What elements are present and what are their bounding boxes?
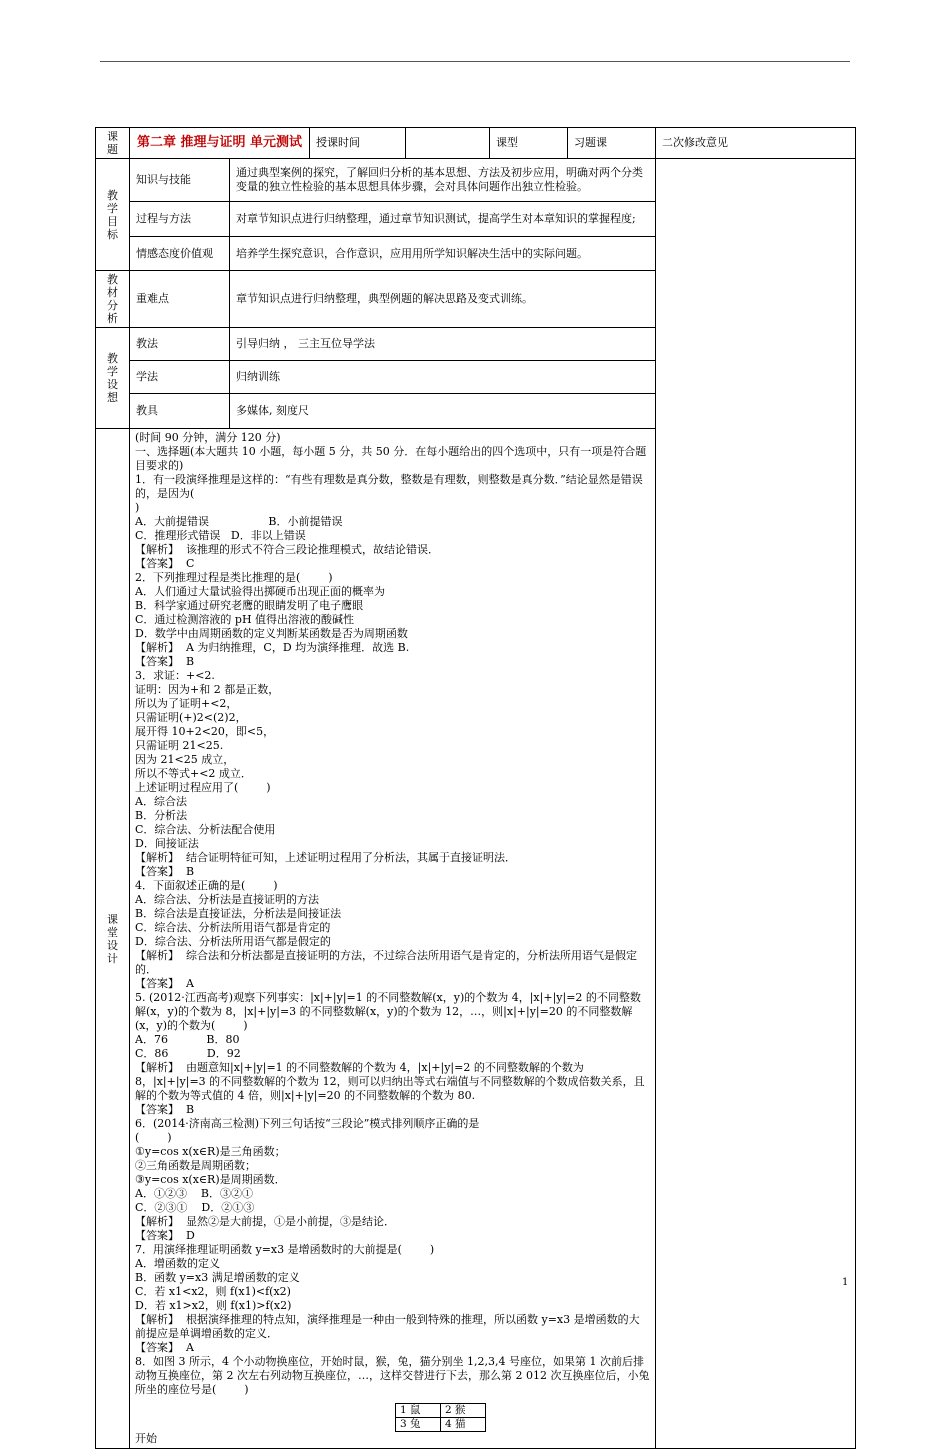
content-line: 【答案】 C xyxy=(135,557,195,570)
content-line: 3．求证：+<2. xyxy=(135,669,215,682)
time-value xyxy=(406,128,490,159)
seat-table xyxy=(395,1403,486,1432)
time-label: 授课时间 xyxy=(310,128,406,159)
key-text: 章节知识点进行归纳整理，典型例题的解决思路及变式训练。 xyxy=(230,271,656,328)
content-line: A．综合法、分析法是直接证明的方法 xyxy=(135,893,319,906)
content-line: 8．如图 3 所示，4 个小动物换座位，开始时鼠，猴，兔，猫分别坐 1,2,3,4 号座位，如果第 1 次前后排动物互换座位，第 2 次左右列动物互换座位，…，这样交替进行下去，那么第 2 012 次互换座位后，小兔所坐的座位号是( ) xyxy=(135,1355,650,1396)
content-line: ) xyxy=(135,501,140,514)
method-label: 教法 xyxy=(130,328,230,361)
method-text: 引导归纳 ， 三主互位导学法 xyxy=(230,328,656,361)
content-line: 所以为了证明+<2， xyxy=(135,697,238,710)
emotion-label: 情感态度价值观 xyxy=(130,237,230,271)
content-line: 【解析】 显然②是大前提，①是小前提，③是结论． xyxy=(135,1215,395,1228)
content-line: (时间 90 分钟，满分 120 分) xyxy=(135,431,281,444)
topic-label: 课题 xyxy=(96,128,130,159)
content-line: A．大前提错误 B．小前提错误 xyxy=(135,515,343,528)
content-line: B．综合法是直接证法，分析法是间接证法 xyxy=(135,907,342,920)
content-line: 【答案】 D xyxy=(135,1229,195,1242)
content-line: D．综合法、分析法所用语气都是假定的 xyxy=(135,935,331,948)
seat-cell: 1 鼠 xyxy=(396,1404,441,1418)
content-line: ①y=cos x(x∈R)是三角函数； xyxy=(135,1145,286,1158)
design-label: 教学设想 xyxy=(96,328,130,429)
content-line: C．通过检测溶液的 pH 值得出溶液的酸碱性 xyxy=(135,613,355,626)
content-line: 展开得 10+2<20，即<5， xyxy=(135,725,275,738)
goals-label: 教学目标 xyxy=(96,159,130,271)
content-line: 一、选择题(本大题共 10 小题，每小题 5 分，共 50 分．在每小题给出的四个选项中，只有一项是符合题目要求的) xyxy=(135,445,647,472)
start-label: 开始 xyxy=(135,1432,157,1445)
content-line: 【解析】 由题意知|x|+|y|=1 的不同整数解的个数为 4，|x|+|y|=2 的不同整数解的个数为 8，|x|+|y|=3 的不同整数解的个数为 12，则可以归纳出等式右端值与不同整数解的个数成倍数关系，且解的个数为等式值的 4 倍，则|x|+|y|=20 的不同整数解的个数为 80. xyxy=(135,1061,645,1102)
content-line: 2．下列推理过程是类比推理的是( ) xyxy=(135,571,333,584)
content-line: C．综合法、分析法配合使用 xyxy=(135,823,276,836)
content-line: 4．下面叙述正确的是( ) xyxy=(135,879,278,892)
content-line: C．86 D．92 xyxy=(135,1047,241,1060)
content-line: D．间接证法 xyxy=(135,837,199,850)
tools-label: 教具 xyxy=(130,394,230,429)
emotion-text: 培养学生探究意识，合作意识，应用用所学知识解决生活中的实际问题。 xyxy=(230,237,656,271)
content-line: 1．有一段演绎推理是这样的：“有些有理数是真分数，整数是有理数，则整数是真分数．”结论显然是错误的，是因为( xyxy=(135,473,643,500)
content-line: ( ) xyxy=(135,1131,172,1144)
content-line: ②三角函数是周期函数； xyxy=(135,1159,256,1172)
content-line: A．综合法 xyxy=(135,795,187,808)
key-label: 重难点 xyxy=(130,271,230,328)
content-line: 【解析】 综合法和分析法都是直接证明的方法，不过综合法所用语气是肯定的，分析法所用语气是假定的． xyxy=(135,949,637,976)
content-line: B．函数 y=x3 满足增函数的定义 xyxy=(135,1271,300,1284)
class-design-label: 课堂设计 xyxy=(96,429,130,1449)
content-line: 【答案】 B xyxy=(135,655,195,668)
content-line: B．科学家通过研究老鹰的眼睛发明了电子鹰眼 xyxy=(135,599,364,612)
content-line: A．增函数的定义 xyxy=(135,1257,220,1270)
question-list xyxy=(135,431,650,1397)
content-line: B．分析法 xyxy=(135,809,188,822)
revision-label: 二次修改意见 xyxy=(656,128,856,159)
content-line: 7．用演绎推理证明函数 y=x3 是增函数时的大前提是( ) xyxy=(135,1243,435,1256)
content-line: 所以不等式+<2 成立． xyxy=(135,767,252,780)
tools-text: 多媒体, 刻度尺 xyxy=(230,394,656,429)
content-line: 【答案】 A xyxy=(135,1341,194,1354)
content-line: 【答案】 B xyxy=(135,865,195,878)
lesson-plan-table xyxy=(95,127,856,1449)
content-line: 证明：因为+和 2 都是正数， xyxy=(135,683,280,696)
type-label: 课型 xyxy=(490,128,568,159)
content-line: ③y=cos x(x∈R)是周期函数． xyxy=(135,1173,286,1186)
content-line: 【答案】 B xyxy=(135,1103,195,1116)
study-text: 归纳训练 xyxy=(230,361,656,394)
content-line: 6．(2014·济南高三检测)下列三句话按“三段论”模式排列顺序正确的是 xyxy=(135,1117,480,1130)
page-title: 第二章 推理与证明 单元测试 xyxy=(130,128,310,159)
content-line: 【解析】 根据演绎推理的特点知，演绎推理是一种由一般到特殊的推理，所以函数 y=x3 是增函数的大前提应是单调增函数的定义． xyxy=(135,1313,640,1340)
type-value: 习题课 xyxy=(568,128,656,159)
content-line: C．②③① D．②①③ xyxy=(135,1201,255,1214)
study-label: 学法 xyxy=(130,361,230,394)
content-line: 只需证明 21<25. xyxy=(135,739,224,752)
content-line: 上述证明过程应用了( ) xyxy=(135,781,271,794)
content-line: C．综合法、分析法所用语气都是肯定的 xyxy=(135,921,331,934)
process-text: 对章节知识点进行归纳整理，通过章节知识测试，提高学生对本章知识的掌握程度; xyxy=(230,202,656,237)
content-line: D．若 x1>x2，则 f(x1)>f(x2) xyxy=(135,1299,292,1312)
content-line: 【解析】 A 为归纳推理，C，D 均为演绎推理．故选 B. xyxy=(135,641,410,654)
content-line: 只需证明(+)2<(2)2， xyxy=(135,711,247,724)
content-line: 因为 21<25 成立， xyxy=(135,753,235,766)
process-label: 过程与方法 xyxy=(130,202,230,237)
content-line: A．①②③ B．③②① xyxy=(135,1187,254,1200)
content-line: 【解析】 结合证明特征可知，上述证明过程用了分析法，其属于直接证明法． xyxy=(135,851,516,864)
page-number: 1 xyxy=(842,1277,849,1288)
knowledge-text: 通过典型案例的探究，了解回归分析的基本思想、方法及初步应用，明确对两个分类变量的独立性检验的基本思想具体步骤，会对具体问题作出独立性检验。 xyxy=(230,159,656,202)
content-line: A．人们通过大量试验得出掷硬币出现正面的概率为 xyxy=(135,585,385,598)
content-line: D．数学中由周期函数的定义判断某函数是否为周期函数 xyxy=(135,627,408,640)
seat-cell: 2 猴 xyxy=(441,1404,486,1418)
content-line: C．推理形式错误 D．非以上错误 xyxy=(135,529,306,542)
content-line: A．76 B．80 xyxy=(135,1033,240,1046)
content-line: 5. (2012·江西高考)观察下列事实：|x|+|y|=1 的不同整数解(x，y)的个数为 4，|x|+|y|=2 的不同整数解(x，y)的个数为 8，|x|+|y|=3 的不同整数解(x，y)的个数为 12，…，则|x|+|y|=20 的不同整数解(x，y)的个数为( ) xyxy=(135,991,641,1032)
class-design-content xyxy=(130,429,656,1449)
knowledge-label: 知识与技能 xyxy=(130,159,230,202)
content-line: 【解析】 该推理的形式不符合三段论推理模式，故结论错误． xyxy=(135,543,439,556)
seat-cell: 4 猫 xyxy=(441,1418,486,1432)
content-line: 【答案】 A xyxy=(135,977,194,990)
header-rule xyxy=(100,61,850,62)
content-line: C．若 x1<x2，则 f(x1)<f(x2) xyxy=(135,1285,291,1298)
material-label: 教材分析 xyxy=(96,271,130,328)
seat-cell: 3 兔 xyxy=(396,1418,441,1432)
revision-cell xyxy=(656,159,856,1449)
